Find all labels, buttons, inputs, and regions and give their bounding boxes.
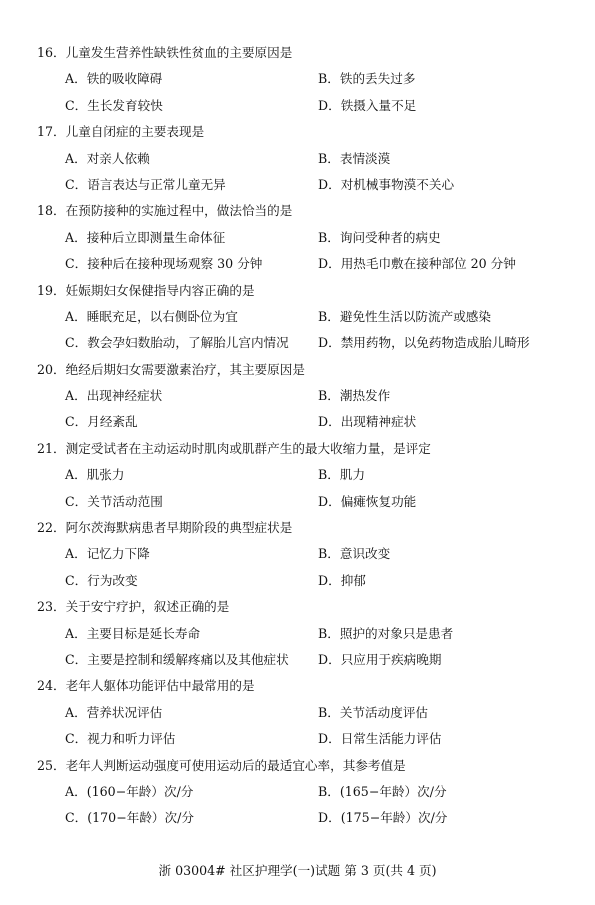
question-22: [0, 515, 595, 594]
option-row: [0, 172, 595, 198]
option-row: [0, 225, 595, 251]
question-23: [0, 594, 595, 673]
question-number: 21．: [37, 440, 66, 456]
option-d: D．(175−年龄）次/分: [318, 810, 448, 826]
question-text: 儿童自闭症的主要表现是: [65, 124, 205, 140]
option-c: C．生长发育较快: [65, 97, 163, 113]
option-b: B．铁的丢失过多: [318, 71, 416, 87]
option-a: A．(160−年龄）次/分: [65, 783, 194, 799]
option-row: [0, 93, 595, 119]
option-row: [0, 409, 595, 435]
option-a: A．睡眠充足，以右侧卧位为宜: [65, 308, 238, 324]
option-row: [0, 568, 595, 594]
option-row: [0, 700, 595, 726]
question-number: 20．: [37, 361, 66, 377]
question-number: 25．: [37, 757, 66, 773]
question-19: [0, 278, 595, 357]
option-a: A．肌张力: [65, 467, 125, 483]
option-c: C．行为改变: [65, 572, 138, 588]
question-text: 测定受试者在主动运动时肌肉或肌群产生的最大收缩力量，是评定: [65, 440, 431, 456]
option-row: [0, 647, 595, 673]
option-b: B．表情淡漠: [318, 150, 391, 166]
option-d: D．禁用药物，以免药物造成胎儿畸形: [318, 335, 530, 351]
option-row: [0, 462, 595, 488]
option-b: B．避免性生活以防流产或感染: [318, 308, 491, 324]
question-number: 23．: [37, 599, 66, 615]
option-row: [0, 621, 595, 647]
question-stem: [0, 594, 595, 620]
question-stem: [0, 119, 595, 145]
question-text: 在预防接种的实施过程中，做法恰当的是: [65, 203, 293, 219]
option-d: D．对机械事物漠不关心: [318, 176, 455, 192]
option-d: D．偏瘫恢复功能: [318, 493, 417, 509]
question-24: [0, 673, 595, 752]
option-row: [0, 66, 595, 92]
question-text: 妊娠期妇女保健指导内容正确的是: [65, 282, 255, 298]
option-c: C．视力和听力评估: [65, 731, 176, 747]
option-row: [0, 146, 595, 172]
option-c: C．主要是控制和缓解疼痛以及其他症状: [65, 651, 289, 667]
option-a: A．铁的吸收障碍: [65, 71, 163, 87]
option-b: B．照护的对象只是患者: [318, 625, 454, 641]
question-text: 绝经后期妇女需要激素治疗，其主要原因是: [65, 361, 305, 377]
option-c: C．关节活动范围: [65, 493, 163, 509]
question-text: 老年人判断运动强度可使用运动后的最适宜心率，其参考值是: [65, 757, 406, 773]
question-text: 关于安宁疗护，叙述正确的是: [65, 599, 230, 615]
option-c: C．接种后在接种现场观察 30 分钟: [65, 256, 263, 272]
option-row: [0, 304, 595, 330]
option-d: D．出现精神症状: [318, 414, 417, 430]
question-number: 24．: [37, 678, 66, 694]
question-16: [0, 40, 595, 119]
option-d: D．日常生活能力评估: [318, 731, 442, 747]
question-stem: [0, 278, 595, 304]
option-a: A．主要目标是延长寿命: [65, 625, 201, 641]
option-c: C．教会孕妇数胎动，了解胎儿宫内情况: [65, 335, 289, 351]
question-21: [0, 436, 595, 515]
option-row: [0, 489, 595, 515]
question-number: 19．: [37, 282, 66, 298]
option-b: B．潮热发作: [318, 388, 391, 404]
question-text: 老年人躯体功能评估中最常用的是: [65, 678, 255, 694]
page-footer: 浙 03004# 社区护理学(一)试题 第 3 页(共 4 页): [158, 863, 437, 878]
question-18: [0, 198, 595, 277]
question-17: [0, 119, 595, 198]
option-c: C．月经紊乱: [65, 414, 138, 430]
option-row: [0, 251, 595, 277]
option-b: B．肌力: [318, 467, 366, 483]
question-text: 阿尔茨海默病患者早期阶段的典型症状是: [65, 520, 293, 536]
option-a: A．对亲人依赖: [65, 150, 150, 166]
question-stem: [0, 753, 595, 779]
option-b: B．关节活动度评估: [318, 704, 429, 720]
question-number: 18．: [37, 203, 66, 219]
question-number: 22．: [37, 520, 66, 536]
question-stem: [0, 357, 595, 383]
option-d: D．抑郁: [318, 572, 366, 588]
question-stem: [0, 436, 595, 462]
question-stem: [0, 40, 595, 66]
option-b: B．(165−年龄）次/分: [318, 783, 447, 799]
option-a: A．出现神经症状: [65, 388, 163, 404]
option-a: A．接种后立即测量生命体征: [65, 229, 226, 245]
option-b: B．意识改变: [318, 546, 391, 562]
option-row: [0, 541, 595, 567]
option-row: [0, 805, 595, 831]
question-stem: [0, 673, 595, 699]
option-d: D．铁摄入量不足: [318, 97, 417, 113]
option-c: C．(170−年龄）次/分: [65, 810, 194, 826]
question-number: 16．: [37, 45, 66, 60]
question-stem: [0, 515, 595, 541]
option-row: [0, 726, 595, 752]
option-a: A．记忆力下降: [65, 546, 150, 562]
option-row: [0, 779, 595, 805]
option-b: B．询问受种者的病史: [318, 229, 441, 245]
question-stem: [0, 198, 595, 224]
question-20: [0, 357, 595, 436]
option-d: D．只应用于疾病晚期: [318, 651, 442, 667]
option-row: [0, 330, 595, 356]
option-a: A．营养状况评估: [65, 704, 163, 720]
question-text: 儿童发生营养性缺铁性贫血的主要原因是: [65, 45, 293, 60]
option-c: C．语言表达与正常儿童无异: [65, 176, 226, 192]
question-25: [0, 753, 595, 832]
question-list: [0, 40, 595, 832]
option-d: D．用热毛巾敷在接种部位 20 分钟: [318, 256, 516, 272]
question-number: 17．: [37, 124, 66, 140]
option-row: [0, 383, 595, 409]
